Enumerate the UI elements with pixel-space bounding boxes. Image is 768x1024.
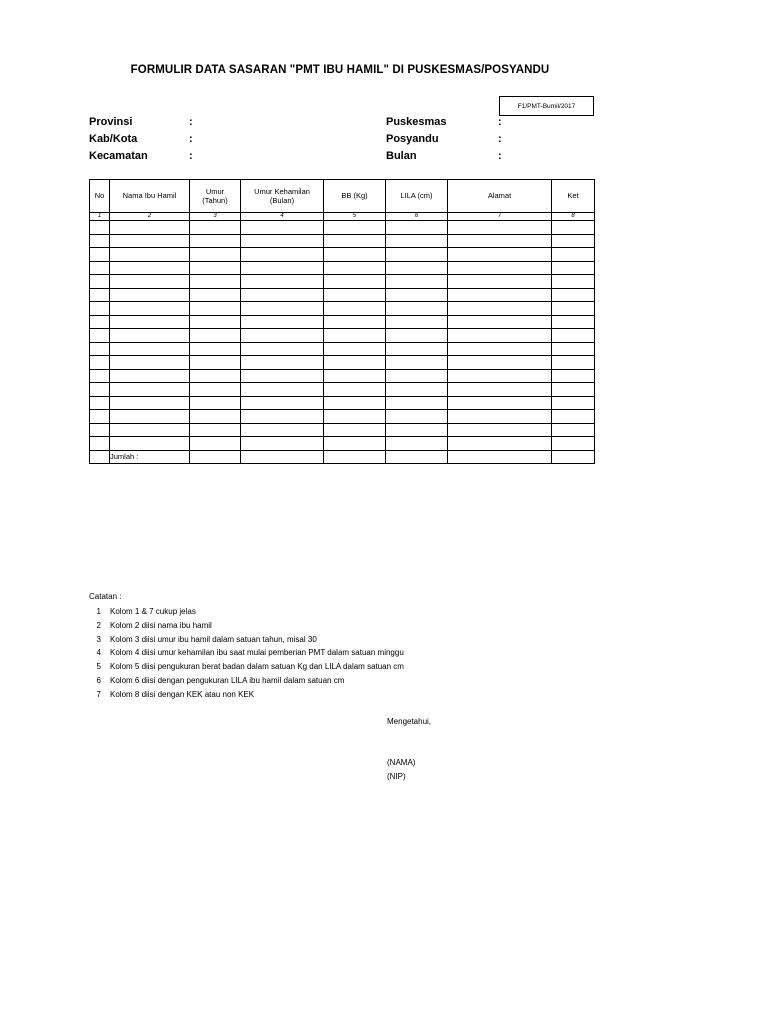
field-colon: :	[498, 133, 502, 145]
table-cell[interactable]	[552, 261, 595, 275]
table-cell[interactable]	[110, 356, 190, 370]
table-cell[interactable]	[386, 275, 448, 289]
table-cell[interactable]	[110, 221, 190, 235]
table-cell[interactable]	[90, 234, 110, 248]
field-label: Provinsi	[89, 116, 133, 128]
table-cell[interactable]	[552, 396, 595, 410]
table-cell[interactable]	[386, 329, 448, 343]
table-cell[interactable]	[386, 396, 448, 410]
table-cell[interactable]	[110, 383, 190, 397]
table-cell[interactable]	[190, 410, 241, 424]
column-number: 5	[324, 213, 386, 221]
column-header: Nama Ibu Hamil	[110, 180, 190, 213]
table-cell[interactable]	[190, 261, 241, 275]
table-cell[interactable]	[110, 275, 190, 289]
table-cell[interactable]	[110, 410, 190, 424]
table-cell[interactable]	[241, 302, 324, 316]
table-cell[interactable]	[241, 383, 324, 397]
table-cell[interactable]	[90, 437, 110, 451]
column-header: Ket	[552, 180, 595, 213]
field-colon: :	[189, 150, 193, 162]
table-cell[interactable]	[386, 369, 448, 383]
table-cell[interactable]	[448, 275, 552, 289]
table-cell[interactable]	[448, 396, 552, 410]
field-colon: :	[498, 150, 502, 162]
note-text: Kolom 5 diisi pengukuran berat badan dalam satuan Kg dan LILA dalam satuan cm	[110, 662, 404, 672]
table-cell[interactable]	[552, 369, 595, 383]
note-number: 1	[96, 607, 101, 616]
field-bulan	[386, 148, 586, 164]
table-cell[interactable]	[324, 261, 386, 275]
table-cell[interactable]	[241, 221, 324, 235]
total-cell[interactable]	[386, 450, 448, 464]
table-cell[interactable]	[324, 288, 386, 302]
table-cell[interactable]	[90, 342, 110, 356]
table-cell[interactable]	[90, 315, 110, 329]
table-cell[interactable]	[448, 369, 552, 383]
table-cell[interactable]	[190, 356, 241, 370]
table-cell[interactable]	[241, 248, 324, 262]
table-cell[interactable]	[90, 275, 110, 289]
table-body	[90, 221, 595, 451]
table-row	[90, 302, 595, 316]
column-number: 7	[448, 213, 552, 221]
table-cell[interactable]	[552, 410, 595, 424]
table-cell[interactable]	[324, 383, 386, 397]
field-label: Kecamatan	[89, 150, 148, 162]
note-item	[89, 660, 404, 674]
table-cell[interactable]	[190, 288, 241, 302]
note-text: Kolom 8 diisi dengan KEK atau non KEK	[110, 689, 255, 699]
note-text: Kolom 4 diisi umur kehamilan ibu saat mulai pemberian PMT dalam satuan minggu	[110, 648, 404, 658]
field-posyandu	[386, 131, 586, 147]
table-cell[interactable]	[324, 369, 386, 383]
field-puskesmas	[386, 114, 586, 130]
table-cell[interactable]	[552, 342, 595, 356]
total-cell[interactable]	[552, 450, 595, 464]
table-cell[interactable]	[241, 423, 324, 437]
table-cell[interactable]	[552, 275, 595, 289]
note-text: Kolom 2 diisi nama ibu hamil	[110, 620, 212, 630]
note-item	[89, 688, 255, 702]
table-cell[interactable]	[324, 329, 386, 343]
column-number: 3	[190, 213, 241, 221]
table-cell[interactable]	[386, 437, 448, 451]
table-cell[interactable]	[448, 342, 552, 356]
column-header: BB (Kg)	[324, 180, 386, 213]
table-cell[interactable]	[90, 329, 110, 343]
table-cell[interactable]	[386, 288, 448, 302]
table-cell[interactable]	[90, 383, 110, 397]
table-cell[interactable]	[386, 302, 448, 316]
table-cell[interactable]	[448, 383, 552, 397]
table-row	[90, 329, 595, 343]
table-row	[90, 369, 595, 383]
table-cell[interactable]	[552, 234, 595, 248]
table-row	[90, 275, 595, 289]
table-cell[interactable]	[110, 437, 190, 451]
table-cell[interactable]	[448, 315, 552, 329]
table-cell[interactable]	[552, 248, 595, 262]
table-cell[interactable]	[110, 342, 190, 356]
table-cell[interactable]	[190, 315, 241, 329]
table-cell[interactable]	[448, 261, 552, 275]
table-cell[interactable]	[448, 234, 552, 248]
table-cell[interactable]	[552, 383, 595, 397]
field-label: Puskesmas	[386, 116, 447, 128]
note-text: Kolom 3 diisi umur ibu hamil dalam satuan tahun, misal 30	[110, 634, 317, 644]
total-row	[90, 450, 595, 464]
table-row	[90, 288, 595, 302]
column-number-row	[90, 213, 595, 221]
table-cell[interactable]	[241, 369, 324, 383]
signature-acknowledge: Mengetahui,	[387, 717, 432, 726]
table-cell[interactable]	[90, 396, 110, 410]
table-cell[interactable]	[324, 342, 386, 356]
total-cell[interactable]	[448, 450, 552, 464]
table-row	[90, 342, 595, 356]
total-label: Jumlah :	[110, 450, 190, 464]
table-cell[interactable]	[190, 275, 241, 289]
table-cell[interactable]	[448, 248, 552, 262]
table-row	[90, 315, 595, 329]
table-cell[interactable]	[386, 383, 448, 397]
table-cell[interactable]	[324, 396, 386, 410]
table-header-row	[90, 180, 595, 213]
total-cell[interactable]	[324, 450, 386, 464]
table-cell[interactable]	[241, 275, 324, 289]
table-row	[90, 423, 595, 437]
table-cell[interactable]	[552, 221, 595, 235]
signature-name: (NAMA)	[387, 758, 416, 767]
table-cell[interactable]	[324, 302, 386, 316]
column-header: Umur Kehamilan (Bulan)	[241, 180, 324, 213]
table-cell[interactable]	[241, 342, 324, 356]
table-cell[interactable]	[324, 410, 386, 424]
table-row	[90, 221, 595, 235]
table-cell[interactable]	[386, 342, 448, 356]
table-cell[interactable]	[448, 221, 552, 235]
note-number: 2	[96, 620, 101, 630]
table-cell[interactable]	[324, 234, 386, 248]
table-cell[interactable]	[190, 248, 241, 262]
table-cell[interactable]	[110, 234, 190, 248]
table-row	[90, 383, 595, 397]
table-row	[90, 396, 595, 410]
table-cell[interactable]	[324, 423, 386, 437]
column-header: Alamat	[448, 180, 552, 213]
field-kab-kota	[89, 131, 349, 147]
table-cell[interactable]	[90, 356, 110, 370]
field-colon: :	[498, 116, 502, 128]
table-cell[interactable]	[110, 396, 190, 410]
table-cell[interactable]	[448, 437, 552, 451]
table-cell[interactable]	[552, 437, 595, 451]
table-cell[interactable]	[190, 342, 241, 356]
table-cell[interactable]	[110, 315, 190, 329]
column-header: No	[90, 180, 110, 213]
table-cell[interactable]	[552, 315, 595, 329]
table-cell[interactable]	[90, 261, 110, 275]
table-cell[interactable]	[190, 302, 241, 316]
table-cell[interactable]	[110, 261, 190, 275]
table-cell[interactable]	[324, 315, 386, 329]
table-cell[interactable]	[324, 275, 386, 289]
table-cell[interactable]	[110, 369, 190, 383]
field-kecamatan	[89, 148, 349, 164]
table-row	[90, 356, 595, 370]
table-cell[interactable]	[448, 423, 552, 437]
form-code: F1/PMT-Bumil/2017	[517, 102, 576, 110]
table-cell[interactable]	[190, 437, 241, 451]
field-provinsi	[89, 114, 349, 130]
note-item	[89, 605, 196, 619]
table-cell[interactable]	[241, 396, 324, 410]
table-cell[interactable]	[324, 356, 386, 370]
table-cell[interactable]	[90, 369, 110, 383]
note-number: 4	[96, 648, 101, 658]
table-cell[interactable]	[190, 423, 241, 437]
table-cell[interactable]	[552, 423, 595, 437]
note-number: 3	[96, 634, 101, 644]
table-cell[interactable]	[110, 248, 190, 262]
column-number: 6	[386, 213, 448, 221]
table-cell[interactable]	[110, 302, 190, 316]
table-cell[interactable]	[190, 396, 241, 410]
table-cell[interactable]	[90, 248, 110, 262]
table-row	[90, 410, 595, 424]
note-item	[89, 674, 345, 688]
table-cell[interactable]	[90, 410, 110, 424]
note-item	[89, 646, 404, 660]
field-label: Bulan	[386, 150, 417, 162]
table-cell[interactable]	[110, 288, 190, 302]
table-cell[interactable]	[448, 329, 552, 343]
table-cell[interactable]	[448, 410, 552, 424]
table-cell[interactable]	[386, 221, 448, 235]
form-title: FORMULIR DATA SASARAN "PMT IBU HAMIL" DI PUSKESMAS/POSYANDU	[130, 64, 550, 76]
table-cell[interactable]	[448, 288, 552, 302]
notes-section	[89, 592, 404, 702]
table-cell[interactable]	[448, 302, 552, 316]
table-cell[interactable]	[241, 234, 324, 248]
table-cell[interactable]	[90, 423, 110, 437]
column-number: 1	[90, 213, 110, 221]
table-cell[interactable]	[241, 329, 324, 343]
table-cell[interactable]	[241, 410, 324, 424]
table-cell[interactable]	[241, 437, 324, 451]
signature-nip: (NIP)	[387, 772, 406, 781]
note-item	[89, 619, 212, 633]
column-number: 4	[241, 213, 324, 221]
table-cell[interactable]	[241, 288, 324, 302]
table-cell[interactable]	[324, 248, 386, 262]
column-number: 2	[110, 213, 190, 221]
table-row	[90, 234, 595, 248]
table-cell[interactable]	[241, 315, 324, 329]
table-cell[interactable]	[190, 329, 241, 343]
table-cell[interactable]	[241, 356, 324, 370]
field-label: Kab/Kota	[89, 133, 138, 145]
table-cell[interactable]	[448, 356, 552, 370]
table-cell[interactable]	[386, 234, 448, 248]
note-number: 7	[96, 689, 101, 699]
table-cell[interactable]	[386, 261, 448, 275]
table-cell[interactable]	[110, 329, 190, 343]
table-cell[interactable]	[386, 410, 448, 424]
note-number: 6	[96, 675, 101, 685]
table-row	[90, 437, 595, 451]
total-cell[interactable]	[241, 450, 324, 464]
field-colon: :	[189, 133, 193, 145]
field-colon: :	[189, 116, 193, 128]
notes-title: Catatan :	[89, 592, 122, 601]
table-cell[interactable]	[324, 437, 386, 451]
table-cell[interactable]	[241, 261, 324, 275]
total-cell-blank	[90, 450, 110, 464]
column-number: 8	[552, 213, 595, 221]
table-cell[interactable]	[386, 315, 448, 329]
table-cell[interactable]	[552, 302, 595, 316]
field-label: Posyandu	[386, 133, 439, 145]
note-text: Kolom 6 diisi dengan pengukuran LILA ibu hamil dalam satuan cm	[110, 675, 345, 685]
table-row	[90, 261, 595, 275]
table-cell[interactable]	[386, 423, 448, 437]
table-cell[interactable]	[552, 356, 595, 370]
table-cell[interactable]	[90, 302, 110, 316]
data-table	[89, 179, 595, 464]
table-cell[interactable]	[110, 423, 190, 437]
table-cell[interactable]	[190, 383, 241, 397]
table-cell[interactable]	[386, 356, 448, 370]
note-number: 5	[96, 662, 101, 672]
form-code-box	[499, 96, 594, 116]
table-cell[interactable]	[552, 288, 595, 302]
table-cell[interactable]	[386, 248, 448, 262]
table-cell[interactable]	[190, 234, 241, 248]
table-cell[interactable]	[190, 369, 241, 383]
total-cell[interactable]	[190, 450, 241, 464]
table-row	[90, 248, 595, 262]
column-header: LILA (cm)	[386, 180, 448, 213]
table-cell[interactable]	[190, 221, 241, 235]
table-cell[interactable]	[90, 288, 110, 302]
column-header: Umur (Tahun)	[190, 180, 241, 213]
table-cell[interactable]	[324, 221, 386, 235]
note-item	[89, 633, 317, 647]
note-text: Kolom 1 & 7 cukup jelas	[110, 607, 196, 616]
table-cell[interactable]	[90, 221, 110, 235]
table-cell[interactable]	[552, 329, 595, 343]
